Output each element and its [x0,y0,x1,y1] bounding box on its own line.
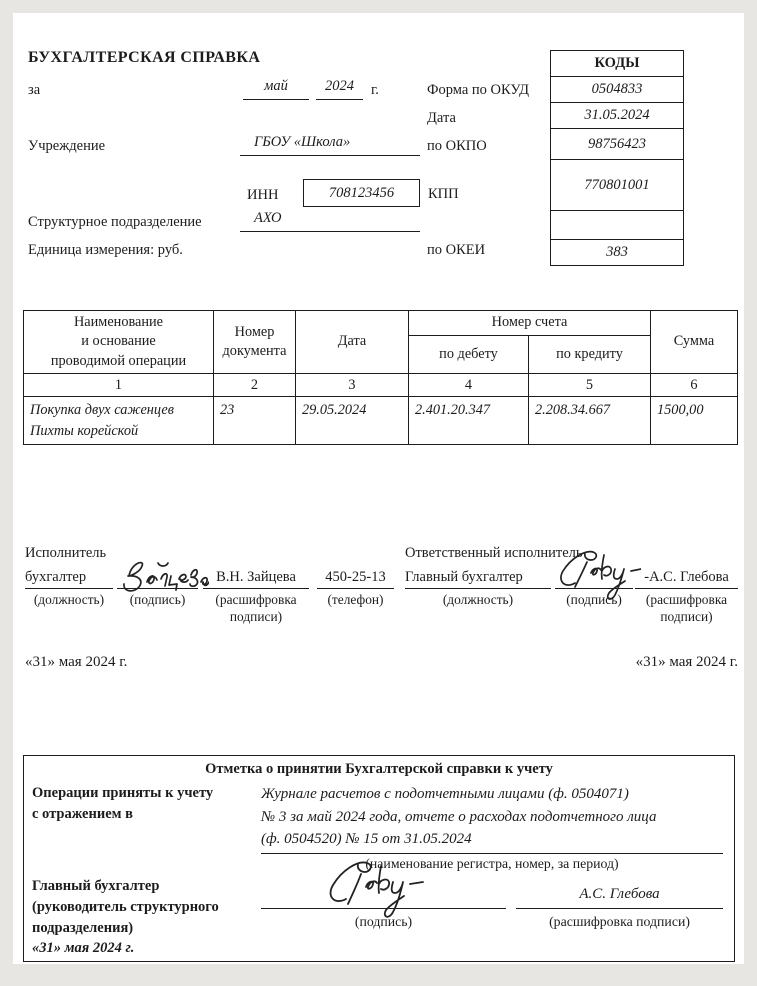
acceptance-operations-label-line2: с отражением в [32,806,133,822]
th-operation-name [24,311,214,374]
institution-label: Учреждение [28,138,106,154]
period-year-value: 2024 [325,78,354,94]
cell-debit: 2.401.20.347 [409,397,529,445]
acceptance-register-line2: № 3 за май 2024 года, отчете о расходах подотчетного лица [261,808,657,825]
th-debit: по дебету [409,336,529,374]
acceptance-name-line [516,908,723,909]
responsible-name-value: -А.С. Глебова [644,569,729,585]
executor-position-caption: (должность) [33,592,105,607]
responsible-name-caption: (расшифровка подписи) [645,592,728,624]
codes-date-value: 31.05.2024 [551,102,683,128]
kpp-label: КПП [428,186,459,202]
document-date-left: «31» мая 2024 г. [25,654,128,670]
okud-label: Форма по ОКУД [427,82,530,98]
th-operation-name-line2: и основание [81,333,156,350]
inn-box [303,179,420,207]
responsible-position-field [405,566,551,589]
th-account-number: Номер счета [409,311,651,336]
acceptance-register-line3: (ф. 0504520) № 15 от 31.05.2024 [261,831,472,847]
responsible-position-value: Главный бухгалтер [405,569,523,585]
codes-okud-value: 0504833 [551,76,683,102]
codes-box-title: КОДЫ [594,55,640,71]
date-label: Дата [427,110,456,126]
acceptance-name-caption: (расшифровка подписи) [549,914,690,929]
th-operation-name-line1: Наименование [73,314,164,331]
th-date: Дата [296,311,409,374]
acceptance-title: Отметка о принятии Бухгалтерской справки к учету [205,761,553,777]
acceptance-chief-label-line2: (руководитель структурного [32,899,219,915]
executor-role-label: Исполнитель [25,545,107,561]
acceptance-name-value: А.С. Глебова [579,886,660,902]
cell-operation-name-line2: Пихты корейской [30,422,139,439]
acceptance-box [23,755,735,962]
responsible-name-field [635,566,738,589]
col-number-6: 6 [651,374,738,397]
executor-phone-caption: (телефон) [327,592,384,607]
executor-phone-field [317,566,394,589]
executor-signature-handwriting-icon [111,554,209,594]
unit-label: Единица измерения: руб. [28,242,183,258]
responsible-role-label: Ответственный исполнитель [405,545,583,561]
acceptance-register-underline [261,853,723,854]
col-number-5: 5 [529,374,651,397]
inn-value: 708123456 [328,184,395,201]
th-doc-number: Номер документа [214,311,296,374]
cell-date: 29.05.2024 [296,397,409,445]
executor-signature-caption: (подпись) [129,592,186,607]
acceptance-operations-label-line1: Операции приняты к учету [32,785,214,801]
document-title: БУХГАЛТЕРСКАЯ СПРАВКА [28,49,261,66]
th-credit: по кредиту [529,336,651,374]
institution-field [240,134,420,156]
executor-name-value: В.Н. Зайцева [216,569,296,585]
okpo-label: по ОКПО [427,138,487,154]
cell-operation-name-line1: Покупка двух саженцев [30,402,174,418]
codes-kpp-value: 770801001 [551,159,683,210]
codes-empty-cell [551,210,683,239]
th-amount: Сумма [651,311,738,374]
responsible-signature-handwriting-icon [549,549,641,603]
executor-name-caption: (расшифровка подписи) [215,592,297,624]
col-number-4: 4 [409,374,529,397]
acceptance-chief-label-line3: подразделения) [32,920,134,936]
th-operation-name-line3: проводимой операции [50,352,187,369]
acceptance-signature-handwriting-icon [316,859,428,921]
acceptance-chief-label [32,876,219,939]
department-label: Структурное подразделение [28,214,202,230]
col-number-3: 3 [296,374,409,397]
acceptance-operations-label [32,783,213,825]
cell-doc-number: 23 [214,397,296,445]
document-page [13,13,744,964]
department-value: АХО [254,210,282,226]
acceptance-register-caption: (наименование регистра, номер, за период) [365,856,619,871]
col-number-1: 1 [24,374,214,397]
acceptance-register-text [261,783,723,851]
period-za-label: за [28,82,41,98]
acceptance-date: «31» мая 2024 г. [32,940,135,956]
inn-label: ИНН [247,187,279,203]
period-g-label: г. [371,82,379,98]
operations-table [23,310,738,445]
cell-credit: 2.208.34.667 [529,397,651,445]
acceptance-chief-label-line1: Главный бухгалтер [32,878,160,894]
period-year-field [316,78,363,100]
document-date-right: «31» мая 2024 г. [635,654,738,670]
period-month-field [243,78,309,100]
executor-position-field [25,566,113,589]
cell-operation-name [24,397,214,445]
acceptance-signature-caption: (подпись) [354,914,413,929]
okei-label: по ОКЕИ [427,242,486,258]
responsible-signature-caption: (подпись) [566,592,622,607]
codes-box [550,50,684,266]
codes-okpo-value: 98756423 [551,128,683,159]
responsible-position-caption: (должность) [442,592,514,607]
codes-okei-value: 383 [551,239,683,265]
table-row [24,397,738,445]
col-number-2: 2 [214,374,296,397]
institution-value: ГБОУ «Школа» [254,134,351,150]
department-field [240,210,420,232]
cell-amount: 1500,00 [651,397,738,445]
executor-name-field [203,566,309,589]
period-month-value: май [264,78,288,94]
acceptance-register-line1: Журнале расчетов с подотчетными лицами (ф. 0504071) [261,786,629,802]
executor-position-value: бухгалтер [25,569,87,585]
executor-phone-value: 450-25-13 [325,569,386,585]
